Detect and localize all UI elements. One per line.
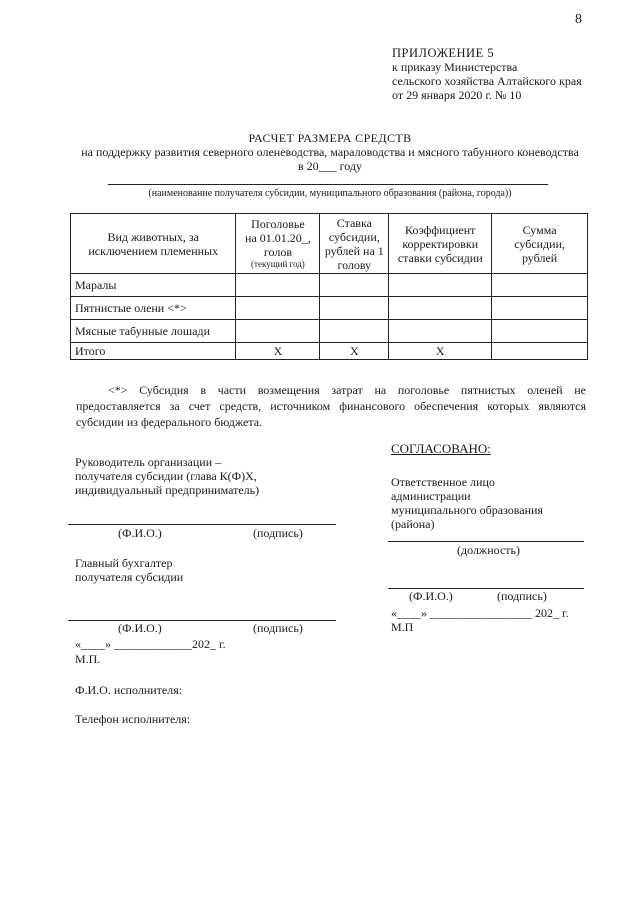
header-animal-type: Вид животных, за исключением племенных: [71, 214, 236, 274]
date-field[interactable]: «____» _____________202_ г.: [75, 637, 226, 651]
table-row: [71, 274, 588, 297]
table-row: [71, 297, 588, 320]
recipient-fill-line[interactable]: [108, 184, 548, 185]
position-caption: (должность): [457, 543, 520, 557]
title-main: РАСЧЕТ РАЗМЕРА СРЕДСТВ: [248, 131, 412, 145]
chief-accountant: Главный бухгалтер получателя субсидии: [75, 556, 184, 584]
header-amount: Сумма субсидии, рублей: [492, 214, 588, 274]
fio-caption: (Ф.И.О.): [118, 526, 162, 540]
appendix-header: [392, 46, 582, 102]
total-mark: Х: [236, 343, 320, 360]
cell-rate[interactable]: [320, 320, 389, 343]
cell-coefficient[interactable]: [389, 320, 492, 343]
table-row: [71, 320, 588, 343]
cell-livestock[interactable]: [236, 274, 320, 297]
signature-caption: (подпись): [253, 526, 303, 540]
date-field[interactable]: «____» _________________ 202_ г.: [391, 606, 569, 620]
total-mark: Х: [320, 343, 389, 360]
agreed-heading: СОГЛАСОВАНО:: [391, 441, 491, 456]
cell-livestock[interactable]: [236, 320, 320, 343]
total-mark: Х: [389, 343, 492, 360]
title-year: в 20___ году: [297, 159, 363, 173]
table-header-row: [71, 214, 588, 274]
row-label: Пятнистые олени <*>: [71, 297, 236, 320]
cell-coefficient[interactable]: [389, 297, 492, 320]
header-livestock: Поголовье на 01.01.20_, голов (текущий год): [236, 214, 320, 274]
appendix-line: сельского хозяйства Алтайского края: [392, 74, 582, 88]
appendix-heading: ПРИЛОЖЕНИЕ 5: [392, 46, 495, 60]
table-total-row: [71, 343, 588, 360]
responsible-person: Ответственное лицо администрации муниципального образования (района): [391, 475, 543, 531]
position-line[interactable]: [388, 541, 584, 542]
header-rate: Ставка субсидии, рублей на 1 голову: [320, 214, 389, 274]
cell-amount[interactable]: [492, 274, 588, 297]
subsidy-table: [70, 213, 588, 360]
signature-caption: (подпись): [253, 621, 303, 635]
executor-phone-label: Телефон исполнителя:: [75, 712, 191, 726]
fio-caption: (Ф.И.О.): [118, 621, 162, 635]
footnote: <*> Субсидия в части возмещения затрат на поголовье пятнистых оленей не предоставляется за счет средств, источником финансового обеспечения которых являются субсидии из федерального бюджета.: [76, 383, 586, 429]
page-number: 8: [575, 12, 582, 27]
recipient-caption: (наименование получателя субсидии, муниципального образования (района, города)): [148, 188, 512, 199]
document-title: [60, 131, 600, 173]
cell-amount[interactable]: [492, 320, 588, 343]
executor-name-label: Ф.И.О. исполнителя:: [75, 683, 183, 697]
stamp-place: М.П.: [75, 652, 101, 666]
title-sub: на поддержку развития северного оленеводства, мараловодства и мясного табунного коневодства: [81, 145, 579, 159]
cell-rate[interactable]: [320, 297, 389, 320]
cell-amount[interactable]: [492, 297, 588, 320]
row-label: Мясные табунные лошади: [71, 320, 236, 343]
header-coefficient: Коэффициент корректировки ставки субсидии: [389, 214, 492, 274]
cell-coefficient[interactable]: [389, 274, 492, 297]
head-signature-line[interactable]: [68, 524, 336, 525]
cell-livestock[interactable]: [236, 297, 320, 320]
appendix-line: к приказу Министерства: [392, 60, 518, 74]
signature-caption: (подпись): [497, 589, 547, 603]
row-label: Маралы: [71, 274, 236, 297]
total-label: Итого: [71, 343, 236, 360]
appendix-line: от 29 января 2020 г. № 10: [392, 88, 522, 102]
cell-total-amount[interactable]: [492, 343, 588, 360]
head-of-organization: Руководитель организации – получателя субсидии (глава К(Ф)Х, индивидуальный предприниматель): [75, 455, 260, 497]
cell-rate[interactable]: [320, 274, 389, 297]
fio-caption: (Ф.И.О.): [409, 589, 453, 603]
stamp-place: М.П: [391, 620, 414, 634]
